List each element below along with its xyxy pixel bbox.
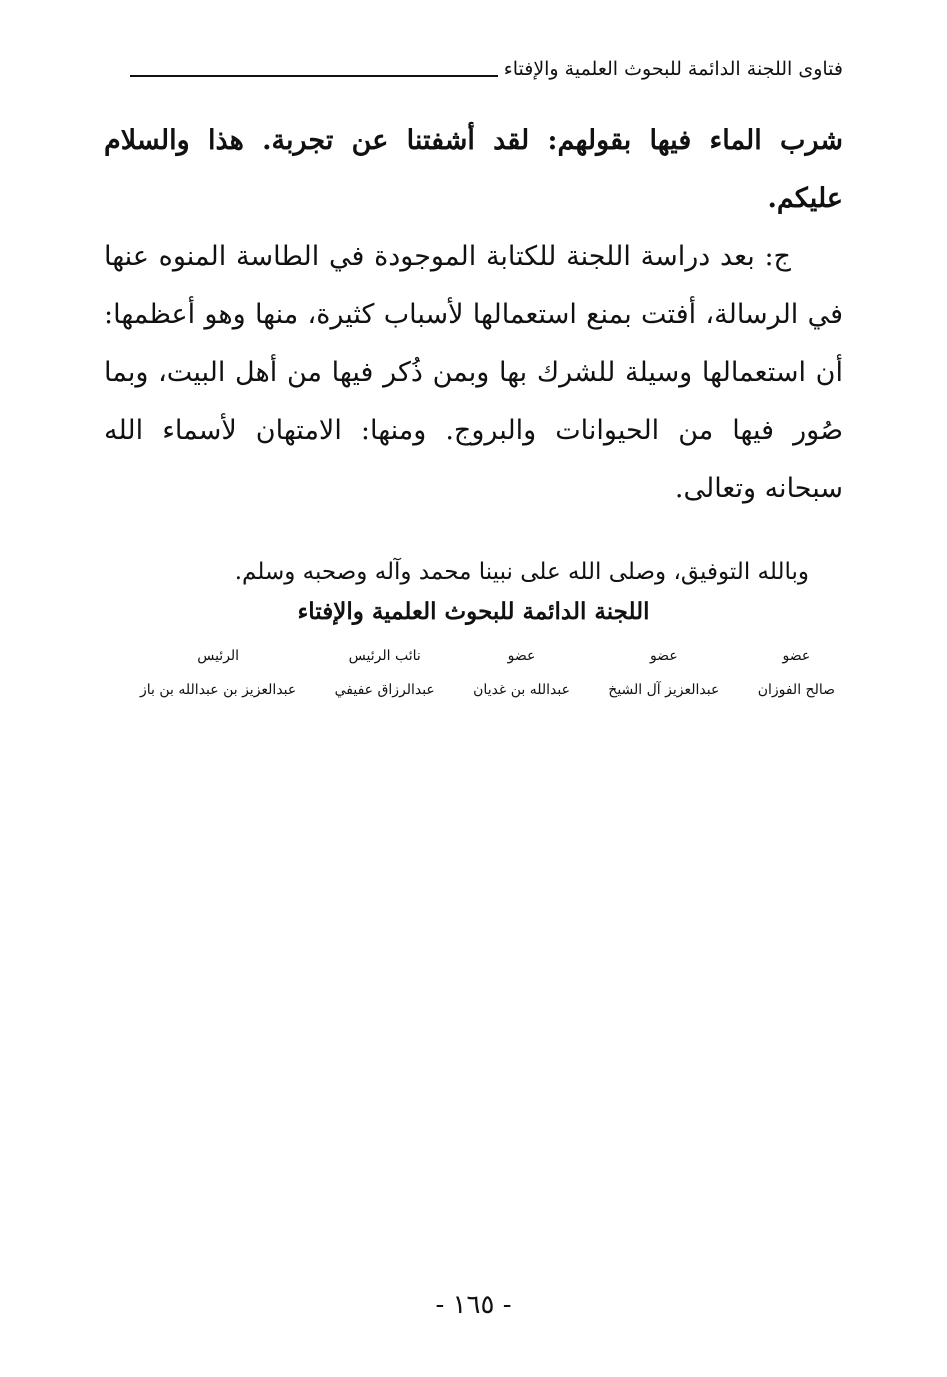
- signature-role: عضو: [507, 648, 536, 664]
- signature-chairman: [140, 648, 296, 698]
- closing-text: وبالله التوفيق، وصلى الله على نبينا محمد وآله وصحبه وسلم.: [234, 559, 809, 585]
- signature-role: عضو: [782, 648, 811, 664]
- signature-member-2: [608, 648, 719, 698]
- signature-name: صالح الفوزان: [757, 682, 835, 698]
- signature-block: [140, 648, 835, 698]
- signature-name: عبدالعزيز آل الشيخ: [608, 682, 720, 698]
- committee-name: اللجنة الدائمة للبحوث العلمية والإفتاء: [297, 598, 650, 625]
- signature-role: عضو: [649, 648, 678, 664]
- signature-role: نائب الرئيس: [348, 648, 421, 664]
- running-header: [130, 58, 843, 81]
- signature-name: عبدالرزاق عفيفي: [334, 682, 435, 698]
- fatwa-body: [104, 112, 843, 518]
- running-header-title: فتاوى اللجنة الدائمة للبحوث العلمية والإفتاء: [503, 58, 843, 80]
- header-rule: [130, 75, 498, 77]
- signature-member-1: [758, 648, 835, 698]
- page-number: - ١٦٥ -: [435, 1290, 512, 1320]
- question-text: شرب الماء فيها بقولهم: لقد أشفتنا عن تجربة. هذا والسلام عليكم.: [104, 125, 843, 214]
- signature-name: عبدالعزيز بن عبدالله بن باز: [140, 682, 297, 698]
- signature-vice-chairman: [335, 648, 435, 698]
- signature-name: عبدالله بن غديان: [473, 682, 570, 698]
- signature-role: الرئيس: [197, 648, 240, 664]
- answer-text: ج: بعد دراسة اللجنة للكتابة الموجودة في الطاسة المنوه عنها في الرسالة، أفتت بمنع استعمالها لأسباب كثيرة، منها وهو أعظمها: أن استعمالها وسيلة للشرك بها وبمن ذُكر فيها من أهل البيت، وبما صُور فيها من الحيوانات والبروج. ومنها: الامتهان لأسماء الله سبحانه وتعالى.: [104, 241, 843, 504]
- signature-member-3: [473, 648, 570, 698]
